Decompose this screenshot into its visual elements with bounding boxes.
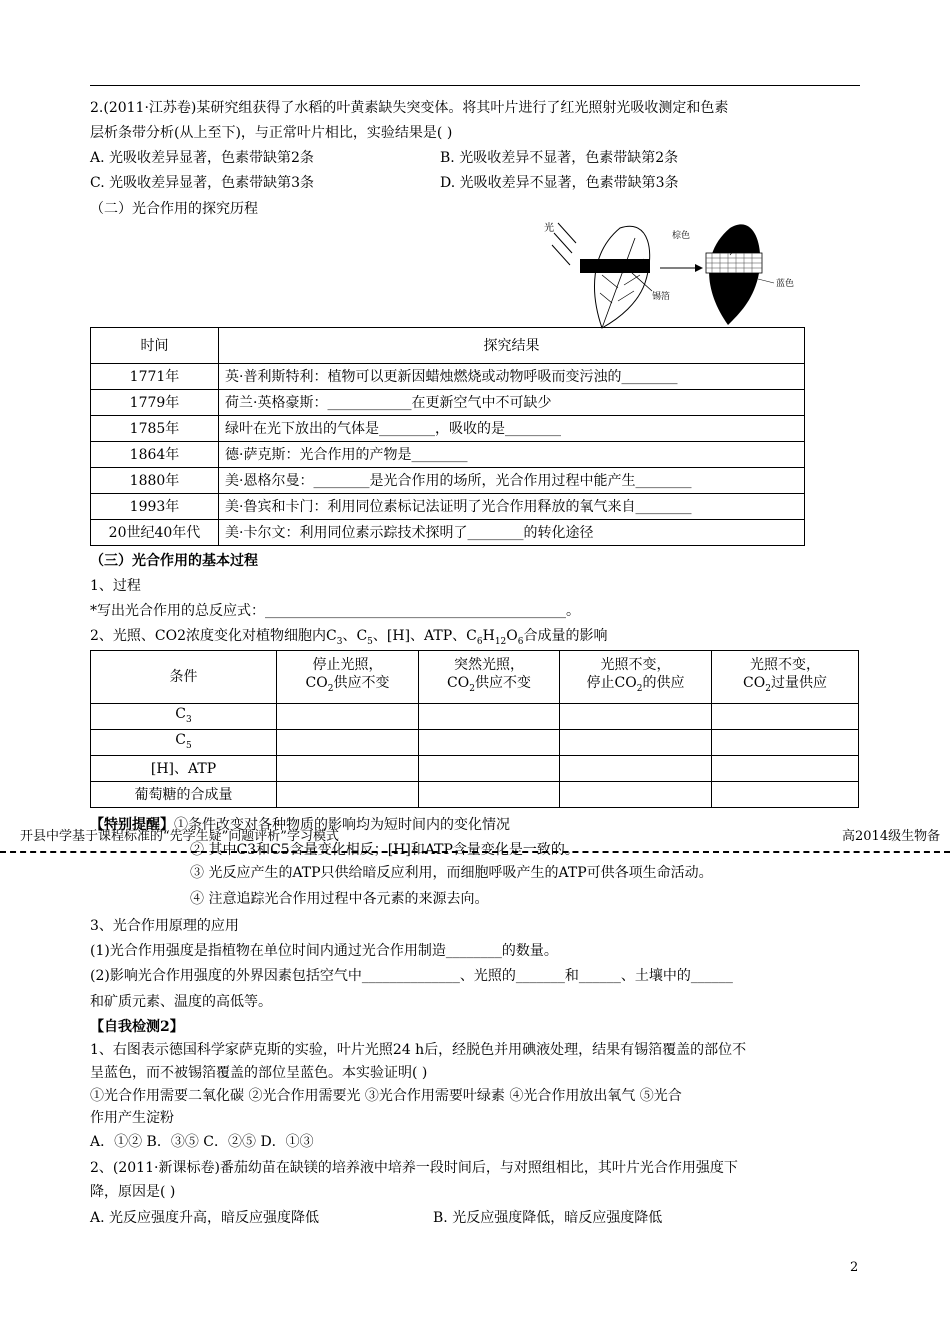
effect-col-header: 停止光照， $CO_2$供应不变 — [277, 651, 419, 704]
q2-option-c: C. 光吸收差异显著，色素带缺第3条 — [90, 175, 315, 191]
reminder-line4: ④ 注意追踪光合作用过程中各元素的来源去向。 — [190, 891, 489, 907]
application-heading: 3、光合作用原理的应用 — [90, 918, 239, 934]
total-equation: *写出光合作用的总反应式：___________________________________________。 — [90, 603, 580, 619]
table-cell-year: 1779年 — [91, 390, 219, 416]
footer-left: 开县中学基于课程标准的“先学生疑”问题评析”学习模式 — [20, 829, 339, 844]
answer-cell[interactable] — [419, 756, 560, 782]
answer-cell[interactable] — [712, 730, 859, 756]
selfcheck-q1-line3: ①光合作用需要二氧化碳 ②光合作用需要光 ③光合作用需要叶绿素 ④光合作用放出氧气 ⑤光合 — [90, 1088, 682, 1104]
figure-label-brown: 棕色 — [672, 231, 691, 241]
q2-option-a: A. 光吸收差异显著，色素带缺第2条 — [90, 150, 314, 166]
application-p3: 和矿质元素、温度的高低等。 — [90, 994, 272, 1010]
table-cell-year: 1993年 — [91, 494, 219, 520]
answer-cell[interactable] — [419, 704, 560, 730]
answer-cell[interactable] — [560, 730, 712, 756]
figure-label-blue: 蓝色 — [776, 279, 795, 289]
table-cell-year: 1880年 — [91, 468, 219, 494]
answer-cell[interactable] — [419, 782, 560, 808]
effect-heading: 2、光照、CO2浓度变化对植物细胞内$C_3$、$C_5$、[H]、ATP、$C_6H_{12}O_6$合成量的影响 — [90, 628, 608, 647]
answer-cell[interactable] — [277, 730, 419, 756]
effect-col-header: 光照不变， 停止$CO_2$的供应 — [560, 651, 712, 704]
answer-cell[interactable] — [560, 704, 712, 730]
selfcheck-q2-line2: 降，原因是( ) — [90, 1184, 176, 1200]
selfcheck-q2-option-b: B. 光反应强度降低，暗反应强度降低 — [433, 1210, 663, 1226]
selfcheck-q1-line4: 作用产生淀粉 — [90, 1110, 174, 1126]
reminder-label: 【特别提醒】 — [90, 817, 174, 833]
history-header-result: 探究结果 — [219, 328, 805, 364]
table-cell-result: 荷兰·英格豪斯：____________在更新空气中不可缺少 — [219, 390, 805, 416]
answer-cell[interactable] — [712, 756, 859, 782]
q2-line1: 2.(2011·江苏卷)某研究组获得了水稻的叶黄素缺失突变体。将其叶片进行了红光照射光吸收测定和色素 — [90, 100, 729, 116]
table-cell-year: 1864年 — [91, 442, 219, 468]
table-cell-result: 美·鲁宾和卡门：利用同位素标记法证明了光合作用释放的氧气来自________ — [219, 494, 805, 520]
reminder-line2: ② 其中C3和C5含量变化相反；[H]和ATP含量变化是一致的。 — [190, 842, 579, 858]
effect-row-label: 葡萄糖的合成量 — [91, 782, 277, 808]
answer-cell[interactable] — [277, 704, 419, 730]
answer-cell[interactable] — [560, 782, 712, 808]
table-cell-result: 绿叶在光下放出的气体是________，吸收的是________ — [219, 416, 805, 442]
table-cell-result: 美·恩格尔曼：________是光合作用的场所，光合作用过程中能产生________ — [219, 468, 805, 494]
effect-row-label: [H]、ATP — [91, 756, 277, 782]
selfcheck-q1-options: A．①② B．③⑤ C．②⑤ D．①③ — [90, 1134, 314, 1150]
table-cell-result: 德·萨克斯：光合作用的产物是________ — [219, 442, 805, 468]
foil-strip-icon — [580, 259, 650, 273]
history-header-time: 时间 — [91, 328, 219, 364]
process-heading: 1、过程 — [90, 578, 141, 594]
reminder-line1: 【特别提醒】①条件改变对各种物质的影响均为短时间内的变化情况 — [90, 817, 510, 833]
table-cell-year: 1785年 — [91, 416, 219, 442]
application-p1: (1)光合作用强度是指植物在单位时间内通过光合作用制造________的数量。 — [90, 943, 558, 959]
history-table — [90, 327, 805, 546]
table-cell-result: 美·卡尔文：利用同位素示踪技术探明了________的转化途径 — [219, 520, 805, 546]
selfcheck-q1-line2: 呈蓝色，而不被锡箔覆盖的部位呈蓝色。本实验证明( ) — [90, 1065, 428, 1081]
effect-table — [90, 650, 859, 808]
answer-cell[interactable] — [277, 782, 419, 808]
application-p2: (2)影响光合作用强度的外界因素包括空气中______________、光照的_______和______、土壤中的______ — [90, 968, 733, 984]
leaf-experiment-figure — [540, 213, 800, 333]
answer-cell[interactable] — [712, 704, 859, 730]
effect-col-header: 光照不变， $CO_2$过量供应 — [712, 651, 859, 704]
top-rule — [90, 85, 860, 86]
effect-row-label: $C_5$ — [91, 730, 277, 756]
answer-cell[interactable] — [419, 730, 560, 756]
section2-title: （二）光合作用的探究历程 — [90, 201, 258, 217]
table-cell-year: 20世纪40年代 — [91, 520, 219, 546]
section3-title: （三）光合作用的基本过程 — [90, 553, 258, 569]
answer-cell[interactable] — [560, 756, 712, 782]
q2-option-d: D. 光吸收差异不显著，色素带缺第3条 — [440, 175, 679, 191]
footer-right: 高2014级生物备 — [842, 829, 941, 844]
effect-col-header: 突然光照， $CO_2$供应不变 — [419, 651, 560, 704]
selfcheck-q2-line1: 2、(2011·新课标卷)番茄幼苗在缺镁的培养液中培养一段时间后，与对照组相比，其叶片光合作用强度下 — [90, 1160, 738, 1176]
table-cell-year: 1771年 — [91, 364, 219, 390]
selfcheck-q1-line1: 1、右图表示德国科学家萨克斯的实验，叶片光照24 h后，经脱色并用碘液处理，结果有锡箔覆盖的部位不 — [90, 1042, 747, 1058]
q2-option-b: B. 光吸收差异不显著，色素带缺第2条 — [440, 150, 679, 166]
figure-label-foil: 锡箔 — [652, 292, 671, 302]
figure-label-light: 光 — [544, 223, 554, 234]
table-cell-result: 英·普利斯特利：植物可以更新因蜡烛燃烧或动物呼吸而变污浊的________ — [219, 364, 805, 390]
reminder-line3: ③ 光反应产生的ATP只供给暗反应利用，而细胞呼吸产生的ATP可供各项生命活动。 — [190, 865, 713, 881]
answer-cell[interactable] — [277, 756, 419, 782]
answer-cell[interactable] — [712, 782, 859, 808]
selfcheck-q2-option-a: A. 光反应强度升高，暗反应强度降低 — [90, 1210, 320, 1226]
page-number: 2 — [850, 1260, 859, 1275]
q2-line2: 层析条带分析(从上至下)，与正常叶片相比，实验结果是( ) — [90, 125, 453, 141]
selfcheck-title: 【自我检测2】 — [90, 1019, 184, 1035]
effect-row-label: $C_3$ — [91, 704, 277, 730]
page-break-line — [0, 851, 950, 853]
effect-corner: 条件 — [91, 651, 277, 704]
